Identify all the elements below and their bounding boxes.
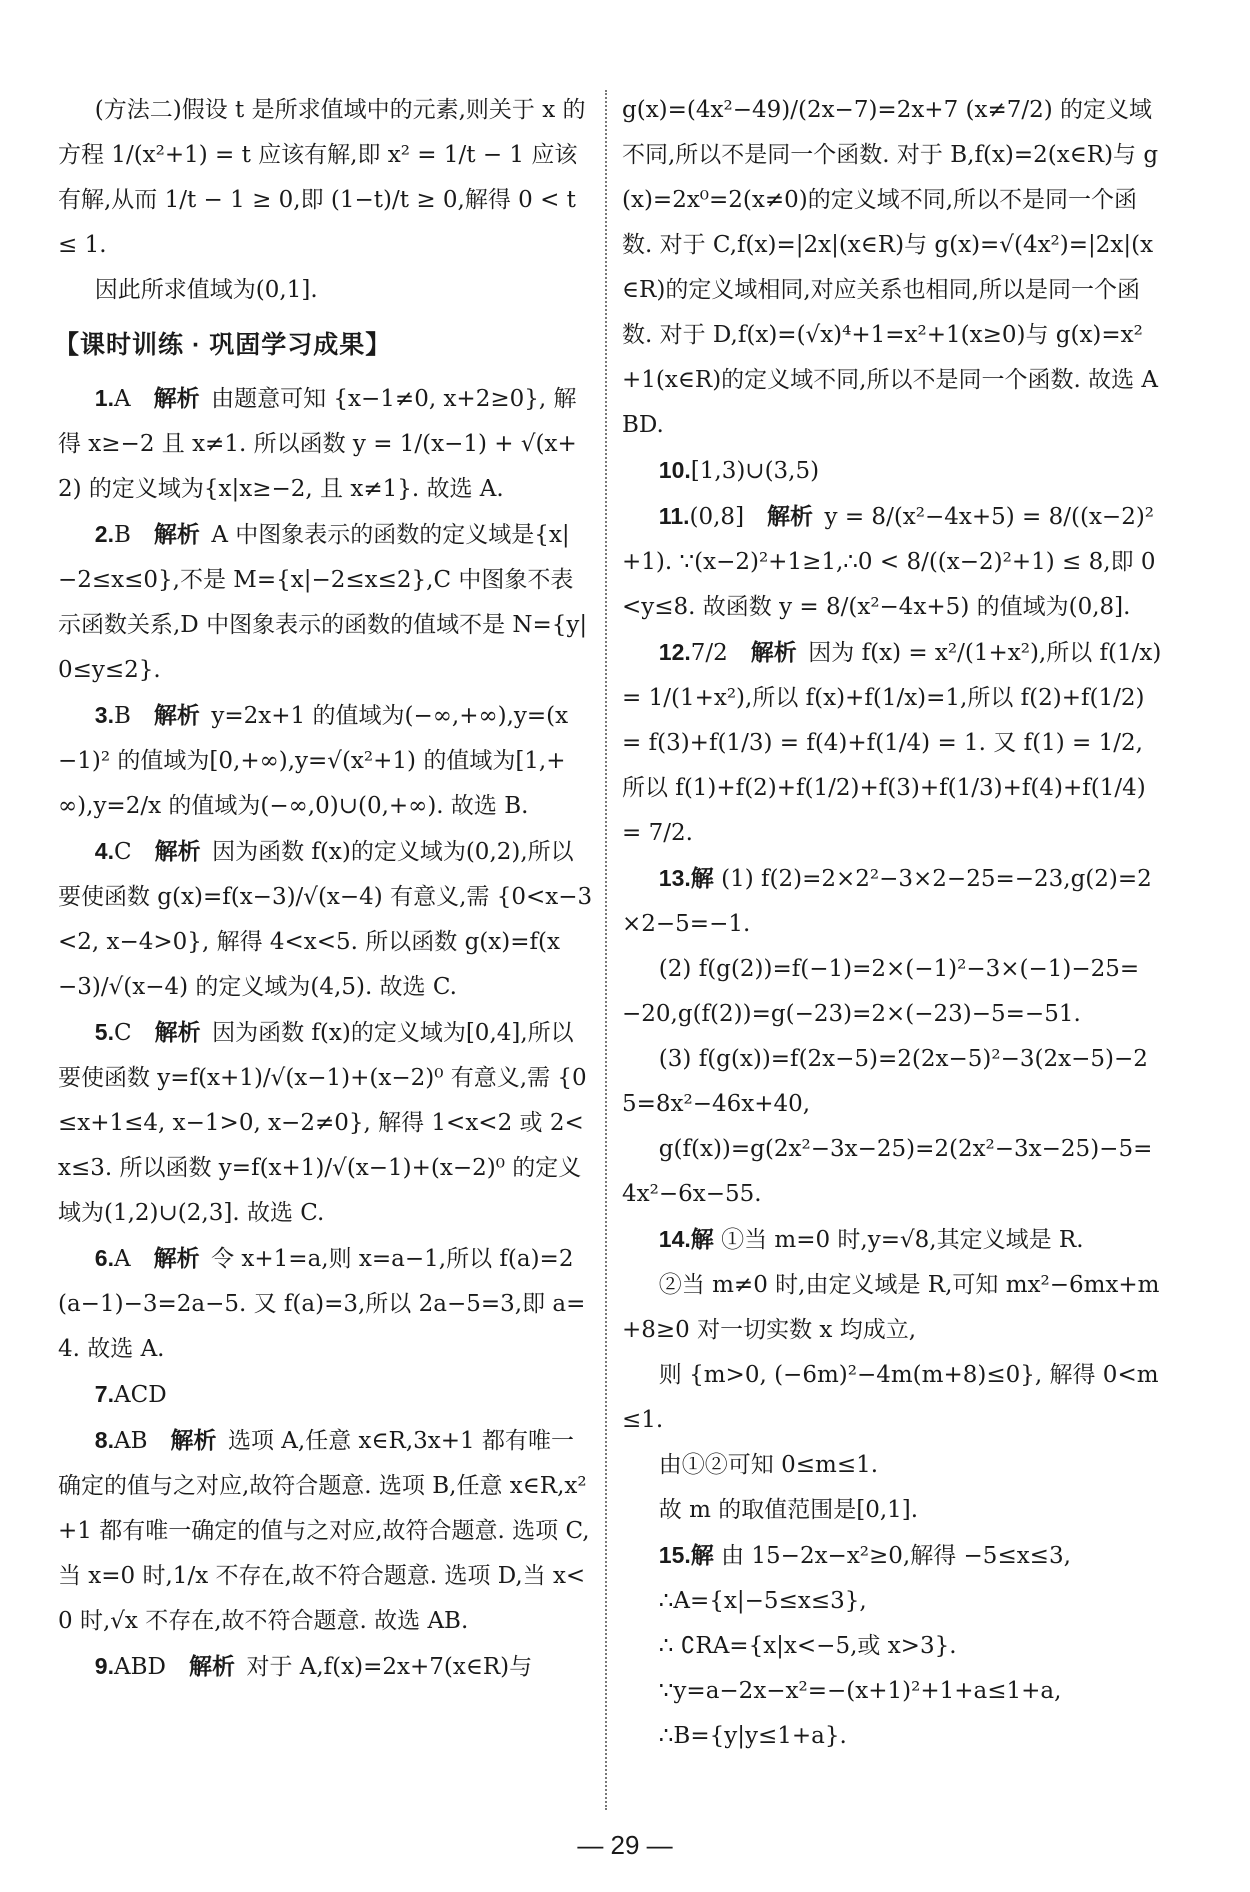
item-answer: (0,8]	[689, 504, 745, 530]
paragraph: 则 {m>0, (−6m)²−4m(m+8)≤0}, 解得 0<m≤1.	[622, 1362, 1159, 1433]
item-answer: B	[113, 522, 131, 548]
item-number: 13.	[658, 865, 691, 891]
item-answer: AB	[113, 1428, 148, 1454]
item-number: 4.	[94, 838, 114, 864]
answer-item	[58, 1236, 593, 1372]
jiexi-label: 解析	[131, 838, 213, 864]
jiexi-label: 解析	[130, 385, 212, 411]
paragraph: ∴B={y|y≤1+a}.	[658, 1723, 847, 1749]
answer-item	[622, 1533, 1162, 1579]
paragraph: (方法二)假设 t 是所求值域中的元素,则关于 x 的方程 1/(x²+1) = t 应该有解,即 x² = 1/t − 1 应该有解,从而 1/t − 1 ≥ 0,即 (1−t)/t ≥ 0,解得 0 < t ≤ 1.	[58, 97, 586, 258]
item-text: y=2x+1 的值域为(−∞,+∞),y=(x−1)² 的值域为[0,+∞),y=√(x²+1) 的值域为[1,+∞),y=2/x 的值域为(−∞,0)∪(0,+∞). 故选 B.	[58, 703, 569, 819]
paragraph: 因此所求值域为(0,1].	[94, 277, 318, 303]
item-answer: B	[113, 703, 131, 729]
item-text: 因为函数 f(x)的定义域为[0,4],所以要使函数 y=f(x+1)/√(x−1)+(x−2)⁰ 有意义,需 {0≤x+1≤4, x−1>0, x−2≠0}, 解得 1<x<2 或 2<x≤3. 所以函数 y=f(x+1)/√(x−1)+(x−2)⁰ 的定义域为(1,2)∪(2,3]. 故选 C.	[58, 1020, 587, 1226]
item-text: 选项 A,任意 x∈R,3x+1 都有唯一确定的值与之对应,故符合题意. 选项 B,任意 x∈R,x²+1 都有唯一确定的值与之对应,故符合题意. 选项 C,当 x=0 时,1/x 不存在,故不符合题意. 选项 D,当 x<0 时,√x 不存在,故不符合题意. 故选 AB.	[58, 1428, 590, 1634]
item-text: 因为 f(x) = x²/(1+x²),所以 f(1/x) = 1/(1+x²),所以 f(x)+f(1/x)=1,所以 f(2)+f(1/2) = f(3)+f(1/3) = f(4)+f(1/4) = 1. 又 f(1) = 1/2,所以 f(1)+f(2)+f(1/2)+f(3)+f(1/3)+f(4)+f(1/4) = 7/2.	[622, 640, 1162, 846]
item-answer: 解	[690, 1226, 714, 1252]
jiexi-label: 解析	[130, 702, 212, 728]
item-number: 9.	[94, 1653, 114, 1679]
item-answer: 7/2	[690, 640, 728, 666]
column-divider	[605, 90, 607, 1810]
jiexi-label: 解析	[130, 1245, 212, 1271]
item-number: 11.	[658, 503, 690, 529]
answer-item	[58, 1418, 593, 1644]
right-column	[622, 88, 1162, 1759]
item-answer: ABD	[113, 1654, 166, 1680]
jiexi-label: 解析	[727, 639, 809, 665]
paragraph: g(f(x))=g(2x²−3x−25)=2(2x²−3x−25)−5=4x²−6x−55.	[622, 1136, 1153, 1207]
answer-item	[58, 693, 593, 829]
item-text: 由 15−2x−x²≥0,解得 −5≤x≤3,	[721, 1543, 1071, 1569]
item-answer: 解	[690, 1542, 714, 1568]
item-number: 3.	[94, 702, 114, 728]
jiexi-label: 解析	[744, 503, 825, 529]
item-text: 对于 A,f(x)=2x+7(x∈R)与	[246, 1654, 533, 1680]
item-number: 6.	[94, 1245, 114, 1271]
answer-item	[58, 512, 593, 693]
item-text: A 中图象表示的函数的定义域是{x|−2≤x≤0},不是 M={x|−2≤x≤2},C 中图象不表示函数关系,D 中图象表示的函数的值域不是 N={y|0≤y≤2}.	[58, 522, 588, 683]
item-number: 15.	[658, 1542, 691, 1568]
answer-item	[58, 1644, 593, 1690]
item-number: 8.	[94, 1427, 114, 1453]
answer-item	[58, 376, 593, 512]
paragraph: ∴ ∁RA={x|x<−5,或 x>3}.	[658, 1633, 957, 1659]
answer-item	[58, 1010, 593, 1236]
paragraph: (3) f(g(x))=f(2x−5)=2(2x−5)²−3(2x−5)−25=8x²−46x+40,	[622, 1046, 1148, 1117]
item-text: 因为函数 f(x)的定义域为(0,2),所以要使函数 g(x)=f(x−3)/√(x−4) 有意义,需 {0<x−3<2, x−4>0}, 解得 4<x<5. 所以函数 g(x)=f(x−3)/√(x−4) 的定义域为(4,5). 故选 C.	[58, 839, 593, 1000]
item-text: 由题意可知 {x−1≠0, x+2≥0}, 解得 x≥−2 且 x≠1. 所以函数 y = 1/(x−1) + √(x+2) 的定义域为{x|x≥−2, 且 x≠1}. 故选 A.	[58, 386, 577, 502]
paragraph: ∴A={x|−5≤x≤3},	[658, 1588, 867, 1614]
item-text: y = 8/(x²−4x+5) = 8/((x−2)²+1). ∵(x−2)²+1≥1,∴0 < 8/((x−2)²+1) ≤ 8,即 0<y≤8. 故函数 y = 8/(x²−4x+5) 的值域为(0,8].	[622, 504, 1156, 620]
paragraph: (2) f(g(2))=f(−1)=2×(−1)²−3×(−1)−25=−20,g(f(2))=g(−23)=2×(−23)−5=−51.	[622, 956, 1140, 1027]
section-heading: 【课时训练 · 巩固学习成果】	[54, 331, 392, 359]
item-number: 14.	[658, 1226, 691, 1252]
item-answer: C	[113, 1020, 132, 1046]
item-text: (1) f(2)=2×2²−3×2−25=−23,g(2)=2×2−5=−1.	[622, 866, 1152, 937]
item-answer: A	[113, 386, 131, 412]
item-answer: A	[113, 1246, 131, 1272]
item-text: ①当 m=0 时,y=√8,其定义域是 R.	[721, 1227, 1084, 1253]
paragraph: 由①②可知 0≤m≤1.	[658, 1452, 879, 1478]
page-number: — 29 —	[577, 1830, 673, 1860]
item-number: 12.	[658, 639, 691, 665]
item-number: 2.	[94, 521, 114, 547]
paragraph: g(x)=(4x²−49)/(2x−7)=2x+7 (x≠7/2) 的定义域不同,所以不是同一个函数. 对于 B,f(x)=2(x∈R)与 g(x)=2x⁰=2(x≠0)的定义域不同,所以不是同一个函数. 对于 C,f(x)=|2x|(x∈R)与 g(x)=√(4x²)=|2x|(x∈R)的定义域相同,对应关系也相同,所以是同一个函数. 对于 D,f(x)=(√x)⁴+1=x²+1(x≥0)与 g(x)=x²+1(x∈R)的定义域不同,所以不是同一个函数. 故选 ABD.	[622, 97, 1159, 438]
paragraph: ∵y=a−2x−x²=−(x+1)²+1+a≤1+a,	[658, 1678, 1062, 1704]
paragraph: 故 m 的取值范围是[0,1].	[658, 1497, 919, 1523]
answer-item	[58, 829, 593, 1010]
item-number: 7.	[94, 1381, 114, 1407]
answer-item	[622, 630, 1162, 856]
item-number: 1.	[94, 385, 114, 411]
item-answer: C	[113, 839, 132, 865]
item-number: 5.	[94, 1019, 114, 1045]
item-answer: ACD	[113, 1382, 167, 1408]
answer-item	[622, 1217, 1162, 1263]
item-text: 令 x+1=a,则 x=a−1,所以 f(a)=2(a−1)−3=2a−5. 又 f(a)=3,所以 2a−5=3,即 a=4. 故选 A.	[58, 1246, 586, 1362]
jiexi-label: 解析	[130, 521, 212, 547]
left-column	[54, 88, 593, 1690]
paragraph: ②当 m≠0 时,由定义域是 R,可知 mx²−6mx+m+8≥0 对一切实数 x 均成立,	[622, 1272, 1160, 1343]
jiexi-label: 解析	[147, 1427, 228, 1453]
item-answer: 解	[690, 865, 714, 891]
answer-item	[58, 1372, 593, 1418]
answer-item	[622, 856, 1162, 947]
jiexi-label: 解析	[165, 1653, 247, 1679]
answer-item	[622, 494, 1162, 630]
item-answer: [1,3)∪(3,5)	[690, 458, 820, 484]
jiexi-label: 解析	[131, 1019, 213, 1045]
answer-item	[622, 448, 1162, 494]
item-number: 10.	[658, 457, 691, 483]
